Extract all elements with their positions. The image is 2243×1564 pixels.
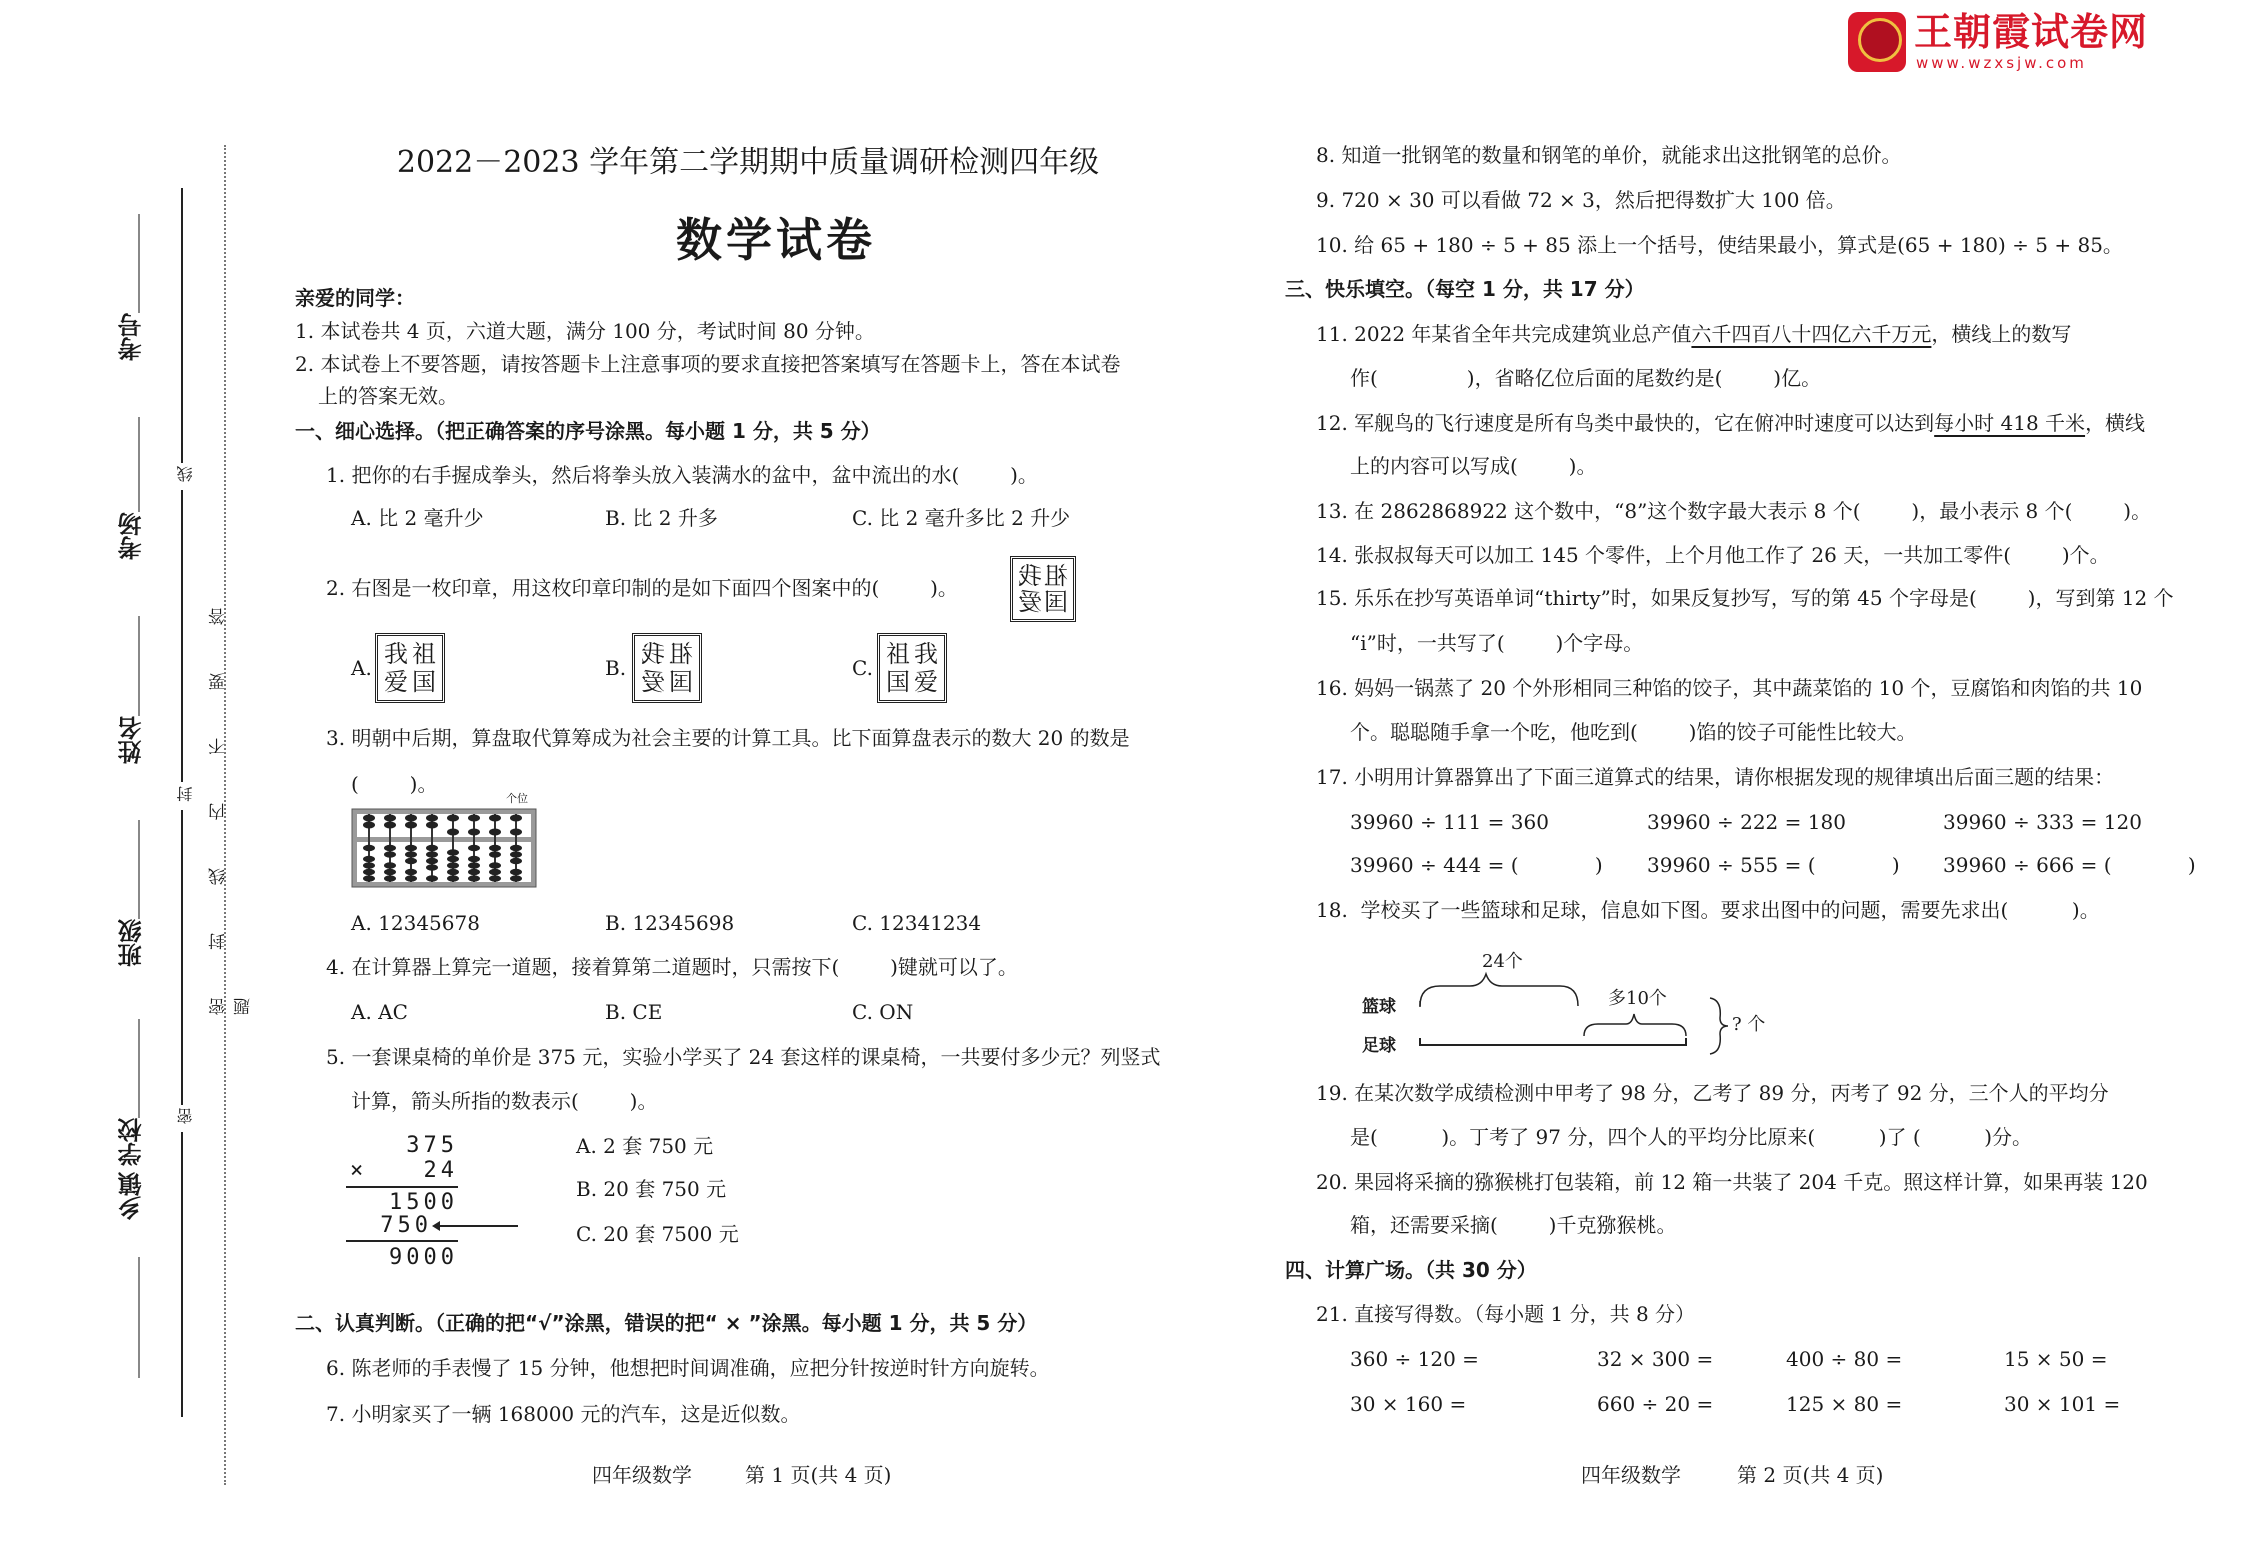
q12-underlined: 每小时 418 千米: [1934, 411, 2086, 435]
q12-text-end: ，横线: [2085, 411, 2146, 435]
q1-option-b[interactable]: B. 比 2 升多: [605, 506, 718, 530]
arrow-head-icon: [432, 1221, 440, 1231]
seal-char: 祖: [1044, 562, 1068, 590]
q5-option-c[interactable]: C. 20 套 7500 元: [576, 1222, 739, 1246]
q21-item: 660 ÷ 20 =: [1597, 1392, 1714, 1416]
question-21: 21. 直接写得数。（每小题 1 分，共 8 分）: [1316, 1302, 1696, 1326]
q12-text: 12. 军舰鸟的飞行速度是所有鸟类中最快的，它在俯冲时速度可以达到: [1316, 411, 1935, 435]
q2-option-a-label[interactable]: A.: [351, 656, 372, 680]
abacus-bead: [426, 822, 438, 829]
q21-item: 30 × 160 =: [1350, 1392, 1467, 1416]
question-10: 10. 给 65 + 180 ÷ 5 + 85 添上一个括号，使结果最小，算式是(65 + 180) ÷ 5 + 85。: [1316, 233, 2123, 257]
question-16: 16. 妈妈一锅蒸了 20 个外形相同三种馅的饺子，其中蔬菜馅的 10 个，豆腐馅和肉馅的共 10: [1316, 676, 2143, 700]
seal-mark: 密: [176, 1108, 195, 1124]
label-exam-number: 考号: [118, 313, 146, 361]
question-11: [1316, 322, 2071, 346]
question-18: 18. 学校买了一些篮球和足球，信息如下图。要求出图中的问题，需要先求出( )。: [1316, 898, 2100, 922]
q4-option-c[interactable]: C. ON: [852, 1000, 914, 1024]
seal-char: 国: [412, 668, 436, 696]
abacus-bead: [363, 862, 375, 868]
binding-notice: 密封线内不要答题: [209, 560, 254, 1015]
abacus-bead: [363, 875, 375, 881]
question-5: 5. 一套课桌椅的单价是 375 元，实验小学买了 24 套这样的课桌椅，一共要付多少元？列竖式: [326, 1045, 1161, 1069]
arrow-icon: [436, 1225, 518, 1227]
q4-option-b[interactable]: B. CE: [605, 1000, 663, 1024]
question-12-cont: 上的内容可以写成( )。: [1350, 454, 1597, 478]
seal-char: 国: [669, 668, 693, 696]
abacus-bead: [489, 815, 501, 822]
abacus-bead: [405, 869, 417, 875]
multiplicand: 375: [406, 1133, 458, 1158]
abacus-bead: [363, 845, 375, 851]
footer-page-number: 第 2 页(共 4 页): [1737, 1463, 1884, 1487]
note-2: 2. 本试卷上不要答题，请按答题卡上注意事项的要求直接把答案填写在答题卡上，答在本试卷: [295, 352, 1121, 376]
abacus-bead: [384, 869, 396, 875]
abacus-bead: [447, 815, 459, 822]
seal-char: 爱: [914, 668, 938, 696]
q21-item: 400 ÷ 80 =: [1786, 1347, 1903, 1371]
abacus-bead: [405, 858, 417, 864]
abacus-bead: [405, 875, 417, 881]
question-1: 1. 把你的右手握成拳头，然后将拳头放入装满水的盆中，盆中流出的水( )。: [326, 463, 1038, 487]
rule-line: [346, 1240, 458, 1242]
abacus-bead: [363, 869, 375, 875]
field-line: [138, 616, 140, 716]
label-town: 乡镇: [118, 1172, 146, 1220]
total-question-label: ? 个: [1732, 1014, 1766, 1035]
abacus-bead: [426, 851, 438, 857]
section-3-heading: 三、快乐填空。（每空 1 分，共 17 分）: [1285, 277, 1645, 301]
dotted-cut-line: [224, 145, 226, 1485]
seal-char: 祖: [412, 640, 436, 668]
question-14: 14. 张叔叔每天可以加工 145 个零件，上个月他工作了 26 天，一共加工零件( )个。: [1316, 543, 2110, 567]
abacus-bead: [489, 851, 501, 857]
multiplier: 24: [423, 1158, 458, 1183]
total-brace: [1710, 998, 1728, 1054]
q17-blank-3: 39960 ÷ 666 = ( ): [1943, 853, 2196, 877]
abacus-bead: [510, 829, 522, 836]
greeting: 亲爱的同学：: [295, 286, 415, 310]
field-line: [138, 1257, 140, 1378]
q21-item: 30 × 101 =: [2004, 1392, 2121, 1416]
question-15-cont: “i”时，一共写了( )个字母。: [1350, 631, 1644, 655]
abacus-bead: [468, 815, 480, 822]
q2-option-a-stamp[interactable]: [375, 633, 445, 703]
seal-char: 爱: [384, 668, 408, 696]
diagram-lines: [1410, 970, 1750, 1060]
question-3: 3. 明朝中后期，算盘取代算筹成为社会主要的计算工具。比下面算盘表示的数大 20 的数是: [326, 726, 1130, 750]
seal-char: 我: [641, 640, 665, 668]
abacus-bead: [384, 845, 396, 851]
abacus-bead: [447, 862, 459, 868]
label-school: 学校: [118, 1118, 146, 1166]
seal-char: 国: [886, 668, 910, 696]
question-19: 19. 在某次数学成绩检测中甲考了 98 分，乙考了 89 分，丙考了 92 分，三个人的平均分: [1316, 1081, 2109, 1105]
q5-option-a[interactable]: A. 2 套 750 元: [576, 1134, 714, 1158]
abacus-bead: [510, 815, 522, 822]
extra-brace: [1584, 1014, 1686, 1036]
q4-option-a[interactable]: A. AC: [351, 1000, 408, 1024]
abacus-bead: [384, 862, 396, 868]
seal-char: 我: [1018, 562, 1042, 590]
rule-line: [346, 1186, 458, 1188]
q2-option-b-stamp[interactable]: [632, 633, 702, 703]
seal-line: [181, 188, 183, 463]
seal-char: 爱: [1018, 588, 1042, 616]
abacus-bead: [405, 815, 417, 822]
q21-item: 15 × 50 =: [2004, 1347, 2108, 1371]
q3-option-a[interactable]: A. 12345678: [351, 911, 480, 935]
seal-line: [181, 1132, 183, 1417]
field-line: [138, 417, 140, 512]
site-logo: [1848, 10, 2158, 74]
note-2-cont: 上的答案无效。: [318, 384, 458, 408]
q11-text: 11. 2022 年某省全年共完成建筑业总产值: [1316, 322, 1692, 346]
question-9: 9. 720 × 30 可以看做 72 × 3，然后把得数扩大 100 倍。: [1316, 188, 1846, 212]
abacus-bead: [510, 869, 522, 875]
seal-line: [181, 490, 183, 782]
more-label: 多10个: [1608, 988, 1667, 1009]
section-1-heading: 一、细心选择。（把正确答案的序号涂黑。每小题 1 分，共 5 分）: [295, 419, 881, 443]
q2-option-c-stamp[interactable]: [877, 633, 947, 703]
seal-mark: 线: [176, 466, 195, 482]
abacus-bead: [384, 875, 396, 881]
abacus-bead: [468, 856, 480, 862]
logo-url: www.wzxsjw.com: [1916, 54, 2087, 72]
section-4-heading: 四、计算广场。（共 30 分）: [1285, 1258, 1537, 1282]
q3-option-b[interactable]: B. 12345698: [605, 911, 735, 935]
abacus-bead: [489, 845, 501, 851]
note-1: 1. 本试卷共 4 页，六道大题，满分 100 分，考试时间 80 分钟。: [295, 319, 875, 343]
question-20: 20. 果园将采摘的猕猴桃打包装箱，前 12 箱一共装了 204 千克。照这样计算，如果再装 120: [1316, 1170, 2148, 1194]
partial-product-2: 750: [380, 1213, 432, 1238]
football-label: 足球: [1362, 1036, 1396, 1056]
abacus-bead: [363, 815, 375, 822]
product: 9000: [389, 1245, 458, 1270]
abacus-bead: [384, 822, 396, 829]
q1-option-c[interactable]: C. 比 2 毫升多比 2 升少: [852, 506, 1071, 530]
abacus-bead: [426, 845, 438, 851]
abacus-label: 个位: [506, 792, 528, 805]
abacus-bead: [447, 829, 459, 836]
abacus-bead: [510, 875, 522, 881]
abacus-bead: [384, 815, 396, 822]
abacus-bead: [426, 864, 438, 870]
seal-char: 我: [914, 640, 938, 668]
question-7: 7. 小明家买了一辆 168000 元的汽车，这是近似数。: [326, 1402, 801, 1426]
abacus-bead: [468, 875, 480, 881]
abacus-bead: [468, 869, 480, 875]
basketball-count-label: 24个: [1482, 951, 1523, 972]
q2-option-b-label[interactable]: B.: [605, 656, 627, 680]
seal-char: 我: [384, 640, 408, 668]
seal-char: 祖: [669, 640, 693, 668]
abacus-bead: [468, 845, 480, 851]
abacus-image: [351, 808, 537, 888]
label-exam-room: 考场: [118, 512, 146, 560]
q21-item: 32 × 300 =: [1597, 1347, 1714, 1371]
q21-item: 125 × 80 =: [1786, 1392, 1903, 1416]
question-13: 13. 在 2862868922 这个数中，“8”这个数字最大表示 8 个( )，最小表示 8 个( )。: [1316, 499, 2152, 523]
basketball-label: 篮球: [1362, 997, 1396, 1017]
q11-text-end: ，横线上的数写: [1931, 322, 2072, 346]
seal-image: [1010, 556, 1076, 622]
question-16-cont: 个。聪聪随手拿一个吃，他吃到( )馅的饺子可能性比较大。: [1350, 720, 1917, 744]
q2-option-c-label[interactable]: C.: [852, 656, 873, 680]
question-12: [1316, 411, 2145, 435]
exam-title: 2022－2023 学年第二学期期中质量调研检测四年级: [396, 145, 1100, 180]
q17-given-3: 39960 ÷ 333 = 120: [1943, 810, 2142, 834]
abacus-bead: [426, 875, 438, 881]
question-19-cont: 是( )。丁考了 97 分，四个人的平均分比原来( )了 ( )分。: [1350, 1125, 2033, 1149]
field-line: [138, 1019, 140, 1118]
question-2: 2. 右图是一枚印章，用这枚印章印制的是如下面四个图案中的( )。: [326, 576, 958, 600]
q17-given-2: 39960 ÷ 222 = 180: [1647, 810, 1846, 834]
abacus-bead: [489, 862, 501, 868]
q21-item: 360 ÷ 120 =: [1350, 1347, 1479, 1371]
seal-char: 祖: [886, 640, 910, 668]
abacus-bead: [489, 869, 501, 875]
abacus-bead: [510, 851, 522, 857]
question-3-blank: ( )。: [351, 772, 438, 796]
q17-blank-1: 39960 ÷ 444 = ( ): [1350, 853, 1603, 877]
seal-line: [181, 810, 183, 1105]
q17-given-1: 39960 ÷ 111 = 360: [1350, 810, 1549, 834]
footer-subject: 四年级数学: [1581, 1463, 1681, 1487]
q11-underlined: 六千四百八十四亿六千万元: [1691, 322, 1932, 346]
question-20-cont: 箱，还需要采摘( )千克猕猴桃。: [1350, 1213, 1677, 1237]
question-4: 4. 在计算器上算完一道题，接着算第二道题时，只需按下( )键就可以了。: [326, 955, 1018, 979]
exam-subtitle: 数学试卷: [676, 213, 876, 267]
question-11-cont: 作( )，省略亿位后面的尾数约是( )亿。: [1350, 366, 1822, 390]
abacus-bead: [447, 849, 459, 855]
abacus-bead: [405, 822, 417, 829]
partial-product-1: 1500: [389, 1190, 458, 1215]
seal-char: 国: [1044, 588, 1068, 616]
abacus-bead: [447, 869, 459, 875]
footer-subject: 四年级数学: [592, 1463, 692, 1487]
abacus-bead: [489, 829, 501, 836]
abacus-bead: [405, 845, 417, 851]
abacus-bead: [426, 815, 438, 822]
question-6: 6. 陈老师的手表慢了 15 分钟，他想把时间调准确，应把分针按逆时针方向旋转。: [326, 1356, 1050, 1380]
field-line: [138, 214, 140, 313]
label-name: 姓名: [118, 716, 146, 764]
logo-name: 王朝霞试卷网: [1914, 10, 2149, 54]
football-bar: [1420, 1038, 1686, 1045]
question-8: 8. 知道一批钢笔的数量和钢笔的单价，就能求出这批钢笔的总价。: [1316, 143, 1902, 167]
section-2-heading: 二、认真判断。（正确的把“√”涂黑，错误的把“ × ”涂黑。每小题 1 分，共 5 分）: [295, 1311, 1038, 1335]
basketball-brace: [1420, 974, 1578, 1006]
question-5-cont: 计算，箭头所指的数表示( )。: [351, 1089, 658, 1113]
question-15: 15. 乐乐在抄写英语单词“thirty”时，如果反复抄写，写的第 45 个字母是( )，写到第 12 个: [1316, 586, 2174, 610]
abacus-bead: [447, 856, 459, 862]
abacus-bead: [363, 856, 375, 862]
abacus-bead: [489, 875, 501, 881]
abacus-bead: [447, 875, 459, 881]
label-class: 班级: [118, 919, 146, 967]
q5-option-b[interactable]: B. 20 套 750 元: [576, 1177, 727, 1201]
abacus-bead: [510, 858, 522, 864]
seal-char: 爱: [641, 668, 665, 696]
q17-blank-2: 39960 ÷ 555 = ( ): [1647, 853, 1900, 877]
abacus-bead: [468, 862, 480, 868]
abacus-bead: [405, 851, 417, 857]
q1-option-a[interactable]: A. 比 2 毫升少: [351, 506, 484, 530]
logo-emblem-icon: [1848, 12, 1906, 72]
abacus-beam: [357, 837, 531, 842]
seal-mark: 封: [176, 786, 195, 802]
abacus-bead: [426, 858, 438, 864]
abacus-bead: [510, 845, 522, 851]
abacus-bead: [384, 851, 396, 857]
abacus-bead: [363, 822, 375, 829]
abacus-bead: [468, 829, 480, 836]
field-line: [138, 820, 140, 919]
footer-page-number: 第 1 页(共 4 页): [745, 1463, 892, 1487]
multiply-sign: ×: [350, 1158, 368, 1183]
question-17: 17. 小明用计算器算出了下面三道算式的结果，请你根据发现的规律填出后面三题的结果：: [1316, 765, 2115, 789]
q3-option-c[interactable]: C. 12341234: [852, 911, 982, 935]
abacus-inner: [357, 814, 531, 882]
